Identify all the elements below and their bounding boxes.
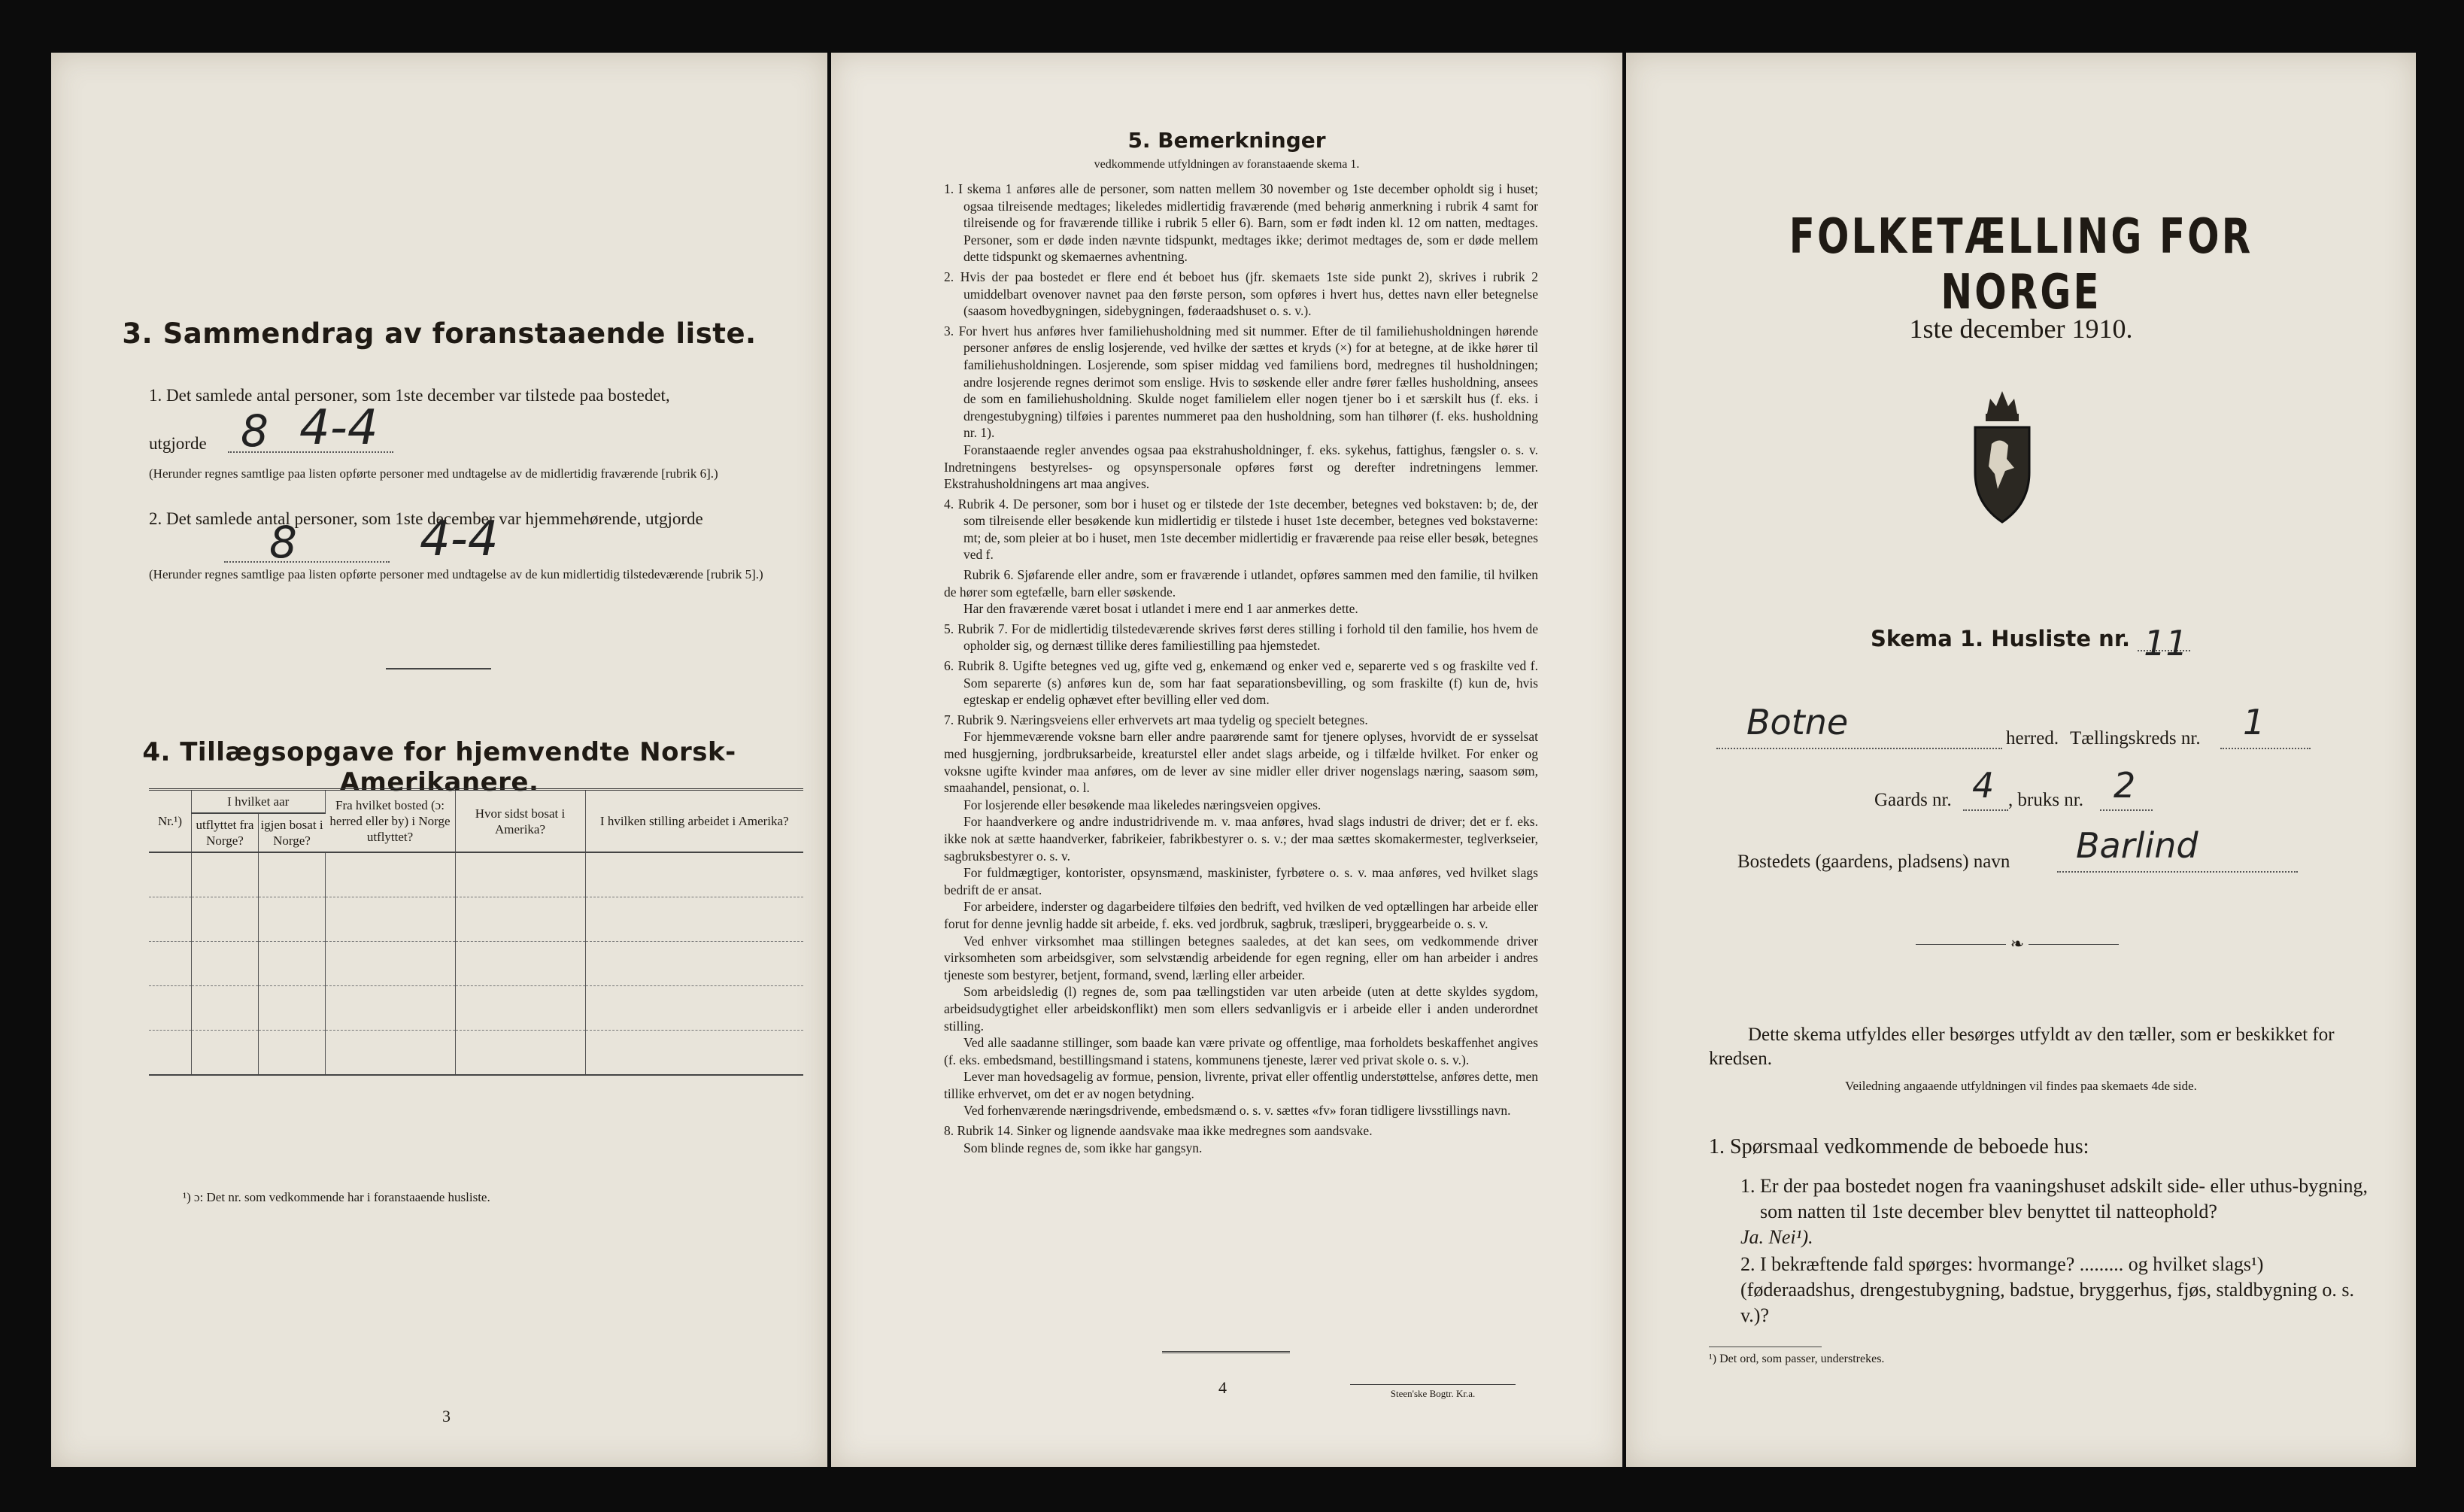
- summary-item-1-text: 1. Det samlede antal personer, som 1ste december var tilstede paa bostedet,: [149, 386, 670, 405]
- page-number: 4: [1218, 1378, 1227, 1397]
- printer-imprint: Steen'ske Bogtr. Kr.a.: [1350, 1384, 1516, 1400]
- table-row: [149, 852, 803, 897]
- husliste-nr-value: 11: [2144, 623, 2188, 663]
- table-header-position: I hvilken stilling arbeidet i Amerika?: [599, 814, 789, 828]
- table-header-from: Fra hvilket bosted (ɔ: herred eller by) i Norge utflyttet?: [325, 791, 455, 852]
- bosted-row: [1737, 825, 2399, 882]
- herred-row: [1716, 702, 2356, 758]
- remark-7-c: For haandverkere og andre industridrivende m. v. maa anføres, hvad slags industri de driver; det er f. eks. ikke nok at sætte haandverker, fabrikeier, fabrikbestyrer o. s. v.; der maa sættes skomakermester, teglverkseier, sagbruksbestyrer o. s. v.: [944, 814, 1538, 864]
- remark-7-a: For hjemmeværende voksne barn eller andre paarørende samt for tjenere oplyses, hvorvidt de er sysselsat med husgjerning, jordbruksarbeide, kreaturstel eller andet slags arbeide, og i tilfælde hvilket. For enker og voksne ugifte kvinder maa anføres, om de lever av sine midler eller driver nogenslags næring, saasom søm, smaahandel, pensionat, o. l.: [944, 729, 1538, 796]
- remark-7-h: Ved alle saadanne stillinger, som baade kan være private og offentlige, maa forholdets beskaffenhet angives (f. eks. embedsmand, bestillingsmand i statens, kommunens tjeneste, lærer ved privat skole o. s. v.).: [944, 1035, 1538, 1067]
- remark-7-e: For arbeidere, inderster og dagarbeidere tilføies den bedrift, ved hvilken de ved optællingen har arbeide eller forut for denne jevnlig hadde sit arbeide, f. eks. ved jordbruk, sagbruk, træsliperi, bryggearbeide o. s. v.: [944, 899, 1538, 931]
- skema-label-text: Skema 1. Husliste nr.: [1871, 626, 2131, 651]
- remarks-subtitle: vedkommende utfyldningen av foranstaaende skema 1.: [1094, 158, 1360, 171]
- table-row: [149, 942, 803, 986]
- remark-7: 7. Rubrik 9. Næringsveiens eller erhvervets art maa tydelig og specielt betegnes.: [944, 712, 1368, 727]
- table-row: [149, 1031, 803, 1076]
- table-header-year: I hvilket aar: [192, 791, 326, 813]
- table-row: [149, 986, 803, 1031]
- remark-7-g: Som arbeidsledig (l) regnes de, som paa tællingstiden var uten arbeide (uten at dette skyldes sygdom, arbeidsudygtighet eller arbeidskonflikt) men som ellers sedvanligvis er i arbeide eller i anden underordnet stilling.: [944, 984, 1538, 1034]
- instruction-1: Dette skema utfyldes eller besørges utfyldt av den tæller, som er beskikket for kredsen.: [1709, 1025, 2335, 1069]
- section-3-title: 3. Sammendrag av foranstaaende liste.: [122, 317, 757, 350]
- page-4-remarks: [831, 53, 1622, 1467]
- skema-label: [1871, 623, 2190, 663]
- kreds-value: 1: [2243, 702, 2265, 742]
- table-header-where: Hvor sidst bosat i Amerika?: [455, 791, 585, 852]
- norway-coat-of-arms-icon: [1962, 384, 2043, 527]
- herred-value: Botne: [1746, 702, 1849, 742]
- remark-4-rubrik6: Rubrik 6. Sjøfarende eller andre, som er fraværende i utlandet, opføres sammen med den familie, til hvilken de hører som egtefælle, barn eller søskende.: [944, 567, 1538, 600]
- summary-item-2-text: 2. Det samlede antal personer, som 1ste december var hjemmehørende, utgjorde: [149, 509, 703, 528]
- table-footnote: ¹) ɔ: Det nr. som vedkommende har i foranstaaende husliste.: [183, 1190, 490, 1204]
- question-1: [1740, 1173, 2372, 1250]
- bruks-label: , bruks nr.: [2008, 790, 2083, 810]
- summary-item-2: [149, 506, 811, 584]
- gaards-value: 4: [1972, 765, 1995, 806]
- remark-8-a: Som blinde regnes de, som ikke har gangsyn.: [963, 1140, 1203, 1155]
- ornament-icon: ❧: [2006, 934, 2029, 954]
- remark-2: 2. Hvis der paa bostedet er flere end ét beboet hus (jfr. skemaets 1ste side punkt 2), skrives i rubrik 2 umiddelbart ovenover navnet paa den første person, som opføres i hvert hus, dettes navn eller betegnelse (saasom hovedbygningen, sidebygningen, føderaadshuset o. s. v.).: [944, 269, 1538, 319]
- remark-3-extra: Foranstaaende regler anvendes ogsaa paa ekstrahusholdninger, f. eks. sykehus, fattighus, fængsler o. s. v. Indretningens bestyrelses- og opsynspersonale opføres først og derefter indretningens lemmer. Ekstrahusholdningens art maa angives.: [944, 442, 1538, 492]
- remark-1: 1. I skema 1 anføres alle de personer, som natten mellem 30 november og 1ste december opholdt sig i huset; ogsaa tilreisende medtages; likeledes midlertidig fraværende (med behørig anmerkning i rubrik 4 samt for tilreisende og for fraværende tillike i rubrik 5 eller 6). Barn, som er født inden kl. 12 om natten, medtages. Personer, som er døde inden nævnte tidspunkt, medtages ikke; derimot medtages de, som er døde mellem dette tidspunkt og skemaernes avhentning.: [944, 181, 1538, 265]
- cover-footnote: ¹) Det ord, som passer, understrekes.: [1709, 1353, 1885, 1365]
- question-1-answer: Ja. Nei¹).: [1740, 1226, 1813, 1248]
- summary-item-2-handwritten-split: 4-4: [420, 512, 499, 567]
- page-1-cover: [1626, 53, 2416, 1467]
- table-header-nr: Nr.¹): [149, 791, 192, 852]
- page-3-summary: [51, 53, 827, 1467]
- table-row: [149, 897, 803, 942]
- divider: [1162, 1351, 1290, 1353]
- remark-4-abroad: Har den fraværende været bosat i utlandet i mere end 1 aar anmerkes dette.: [963, 601, 1358, 617]
- table-header-returned: igjen bosat i Norge?: [260, 818, 323, 848]
- gaards-row: [1874, 765, 2250, 820]
- summary-item-1-label: utgjorde: [149, 434, 207, 453]
- remark-7-f: Ved enhver virksomhet maa stillingen betegnes saaledes, at det kan sees, om vedkommende driver virksomheten som arbeidsgiver, som selvstændig arbeidende for egen regning, eller om han arbeider i andres tjeneste som bestyrer, betjent, formand, svend, lærling eller arbeider.: [944, 933, 1538, 982]
- remark-6: 6. Rubrik 8. Ugifte betegnes ved ug, gifte ved g, enkemænd og enker ved e, separerte ved s og fraskilte ved f. Som separerte (s) anføres kun de, som har faat separationsbevilling, og som fraskilte (f) kun de, hvis egteskap er endelig ophævet efter bevilling eller ved dom.: [944, 658, 1538, 708]
- gaards-label: Gaards nr.: [1874, 790, 1952, 810]
- bruks-value: 2: [2114, 765, 2136, 806]
- instruction-2: Veiledning angaaende utfyldningen vil findes paa skemaets 4de side.: [1845, 1079, 2197, 1093]
- remark-4: 4. Rubrik 4. De personer, som bor i huset og er tilstede der 1ste december, betegnes ved bokstaven: b; de, der som tilreisende eller besøkende kun midlertidig er tilstede i huset 1ste december, betegnes ved bokstaverne: mt; de, som pleier at bo i huset, men 1ste december midlertidig er fraværende paa reise eller besøk, betegnes ved f.: [944, 496, 1538, 563]
- bosted-value: Barlind: [2076, 825, 2198, 866]
- census-date: 1ste december 1910.: [1909, 314, 2133, 344]
- table-header-emigrated: utflyttet fra Norge?: [192, 813, 259, 852]
- kreds-label: Tællingskreds nr.: [2070, 728, 2201, 748]
- remark-7-b: For losjerende eller besøkende maa likeledes næringsveien opgives.: [963, 797, 1322, 812]
- herred-label: herred.: [2006, 728, 2059, 748]
- remark-7-d: For fuldmægtiger, kontorister, opsynsmænd, maskinister, fyrbøtere o. s. v. maa anføres, ved hvilket slags bedrift de er ansat.: [944, 865, 1538, 897]
- remark-3: 3. For hvert hus anføres hver familiehusholdning med sit nummer. Efter de til familiehusholdningen hørende personer anføres de enslig losjerende, ved hvilke der sættes et kryds (×) for at betegne, at de ikke hører til familiehusholdningen. Losjerende, som spiser middag ved familiens bord, medregnes til husholdningen; andre losjerende regnes derimot som enslige. Hvis to søskende eller andre fører fælles husholdning, ansees de som en familiehusholdning. Skulde noget familielem eller nogen tjener bo i et særskilt hus (f. eks. i drengestubygning) tilføies i parentes nummeret paa den husholdning, som han tilhører (f. eks. husholdning nr. 1).: [944, 323, 1538, 441]
- divider: [386, 668, 491, 669]
- remarks-title: 5. Bemerkninger: [1127, 128, 1326, 153]
- question-2: 2. I bekræftende fald spørges: hvormange? ......... og hvilket slags¹) (føderaadshus, drengestubygning, badstue, bryggerhus, fjøs, staldbygning o. s. v.)?: [1740, 1253, 2354, 1326]
- section-4-title: 4. Tillægsopgave for hjemvendte Norsk-Amerikanere.: [142, 737, 736, 797]
- question-1-text: 1. Er der paa bostedet nogen fra vaaningshuset adskilt side- eller uthus-bygning, som natten til 1ste december blev benyttet til natteophold?: [1740, 1175, 2368, 1222]
- summary-item-1-handwritten-split: 4-4: [299, 400, 378, 456]
- questions-title: 1. Spørsmaal vedkommende de beboede hus:: [1709, 1135, 2089, 1158]
- remarks-body: [944, 181, 1538, 1156]
- census-title: FOLKETÆLLING FOR NORGE: [1789, 209, 2253, 320]
- summary-item-1-note: (Herunder regnes samtlige paa listen opførte personer med undtagelse av de midlertidig fraværende [rubrik 6].): [149, 466, 718, 481]
- remark-5: 5. Rubrik 7. For de midlertidig tilstedeværende skrives først deres stilling i forhold til den familie, hos hvem de opholder sig, og dernæst tillike deres familiestilling paa hjemstedet.: [944, 621, 1538, 654]
- table-4: [149, 788, 803, 1076]
- summary-item-2-note: (Herunder regnes samtlige paa listen opførte personer med undtagelse av de kun midlertidig tilstedeværende [rubrik 5].): [149, 567, 763, 581]
- summary-item-1: [149, 382, 811, 483]
- remark-7-i: Lever man hovedsagelig av formue, pension, livrente, privat eller offentlig understøttelse, anføres dette, men tillike erhvervet, om det er av nogen betydning.: [944, 1069, 1538, 1101]
- page-number: 3: [442, 1407, 451, 1425]
- summary-item-2-handwritten-total: 8: [269, 517, 297, 568]
- bosted-label: Bostedets (gaardens, pladsens) navn: [1737, 852, 2010, 872]
- remark-8: 8. Rubrik 14. Sinker og lignende aandsvake maa ikke medregnes som aandsvake.: [944, 1123, 1373, 1139]
- summary-item-1-handwritten-total: 8: [241, 405, 269, 457]
- remark-7-j: Ved forhenværende næringsdrivende, embedsmænd o. s. v. sættes «fv» foran tidligere livsstillings navn.: [963, 1103, 1511, 1119]
